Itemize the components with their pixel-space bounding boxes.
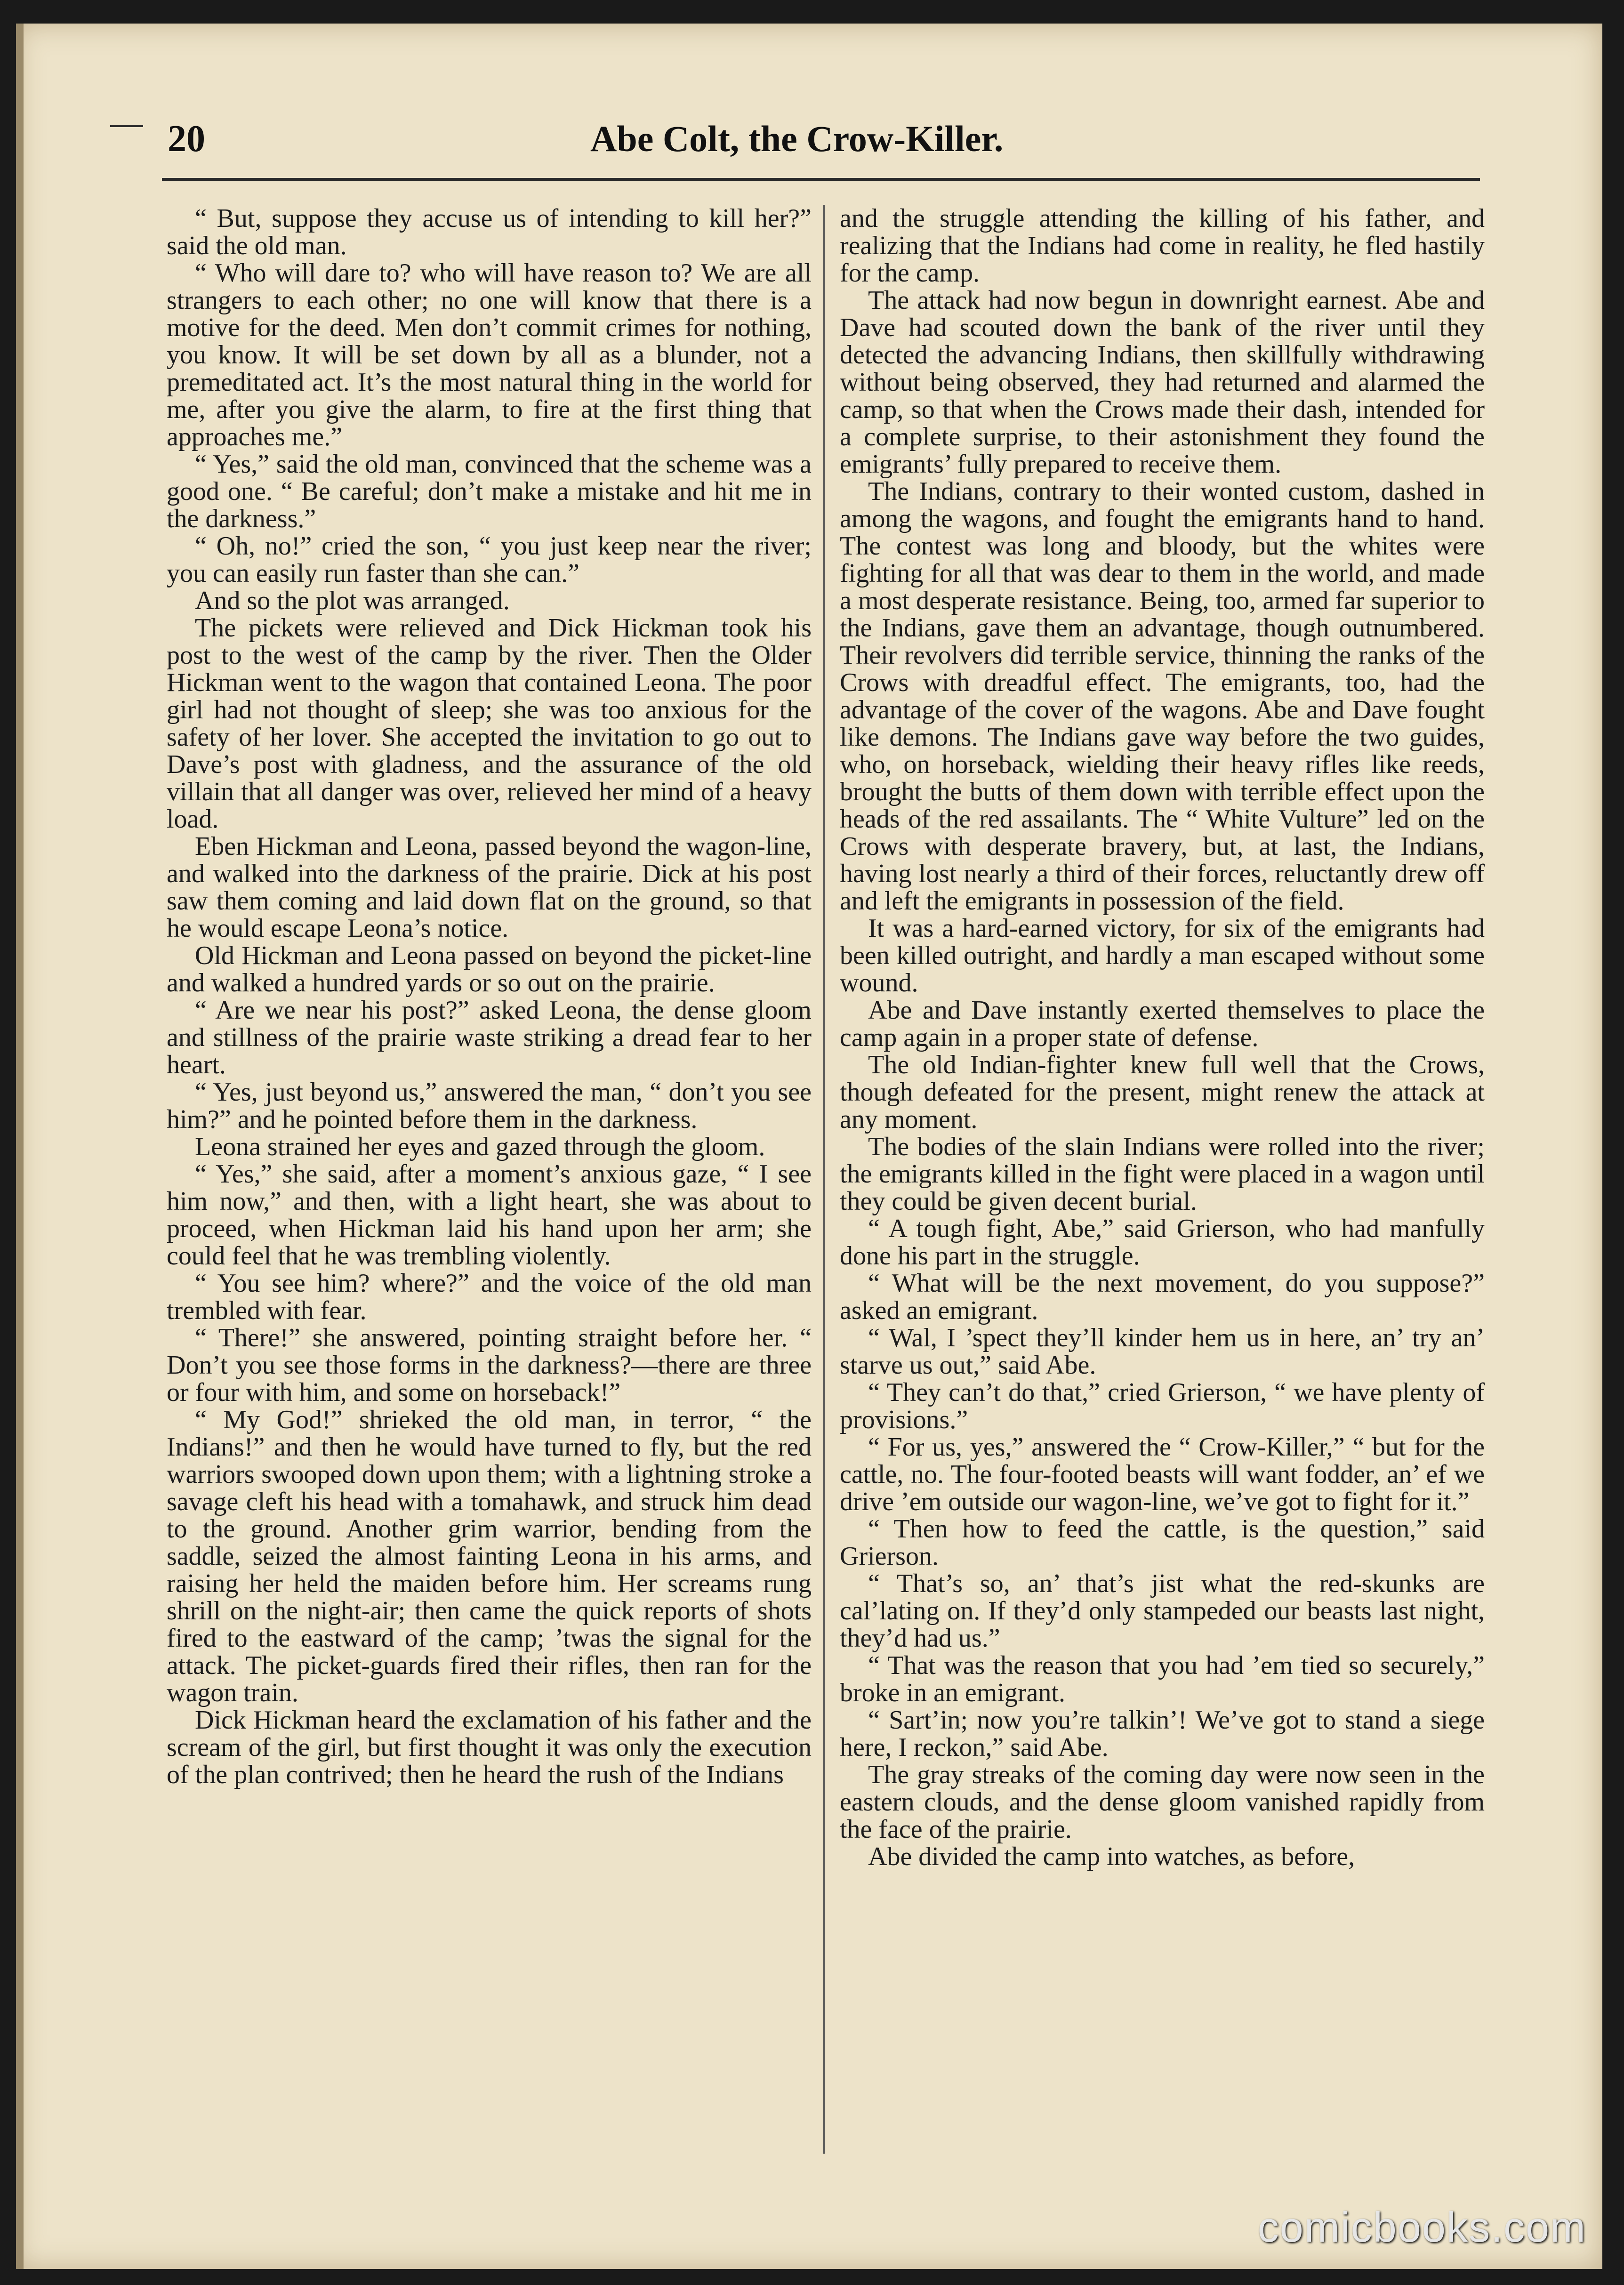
paragraph: “ Who will dare to? who will have reason to? We are all strangers to each other; no one will know that there is a motive for the deed. Men don’t commit crimes for nothing, you know. It will be set down by all as a blunder, not a premeditated act. It’s the most natural thing in the world for me, after you give the alarm, to fire at the first thing that approaches me.” (167, 258, 812, 451)
paragraph: “ Yes, just beyond us,” answered the man, “ don’t you see him?” and he pointed before them in the darkness. (167, 1078, 812, 1134)
paragraph: “ There!” she answered, pointing straight before her. “ Don’t you see those forms in the darkness?—there are three or four with him, and some on horseback!” (167, 1323, 812, 1407)
paragraph: Leona strained her eyes and gazed through the gloom. (195, 1132, 765, 1161)
paragraph: “ Are we near his post?” asked Leona, the dense gloom and stillness of the prairie waste striking a dread fear to her heart. (167, 996, 812, 1079)
paragraph: The bodies of the slain Indians were rolled into the river; the emigrants killed in the fight were placed in a wagon until they could be given decent burial. (840, 1132, 1485, 1216)
paragraph: “ But, suppose they accuse us of intending to kill her?” said the old man. (167, 205, 812, 260)
paragraph: “ A tough fight, Abe,” said Grierson, who had manfully done his part in the struggle. (840, 1214, 1485, 1271)
paragraph: “ That’s so, an’ that’s jist what the red-skunks are cal’lating on. If they’d only stampeded our beasts last night, they’d had us.” (840, 1569, 1485, 1653)
paragraph: The old Indian-fighter knew full well that the Crows, though defeated for the present, might renew the attack at any moment. (840, 1050, 1485, 1134)
right-column (840, 205, 1485, 2144)
header-dash (110, 125, 143, 127)
paragraph: The gray streaks of the coming day were now seen in the eastern clouds, and the dense gloom vanished rapidly from the face of the prairie. (840, 1760, 1485, 1844)
paragraph: “ Then how to feed the cattle, is the question,” said Grierson. (840, 1514, 1485, 1571)
paragraph: It was a hard-earned victory, for six of the emigrants had been killed outright, and hardly a man escaped without some wound. (840, 914, 1485, 998)
paragraph: Dick Hickman heard the exclamation of his father and the scream of the girl, but first thought it was only the execution of the plan contrived; then he heard the rush of the Indians (167, 1706, 812, 1789)
running-title: Abe Colt, the Crow-Killer. (590, 118, 1004, 159)
paragraph: “ What will be the next movement, do you suppose?” asked an emigrant. (840, 1269, 1485, 1325)
paragraph: Abe and Dave instantly exerted themselves to place the camp again in a proper state of defense. (840, 996, 1485, 1052)
column-divider (823, 205, 825, 2154)
paragraph: And so the plot was arranged. (195, 586, 510, 615)
paragraph: “ Yes,” said the old man, convinced that the scheme was a good one. “ Be careful; don’t make a mistake and hit me in the darkness.” (167, 450, 812, 533)
paragraph: “ They can’t do that,” cried Grierson, “ we have plenty of provisions.” (840, 1378, 1485, 1434)
watermark: comicbooks.com (1257, 2204, 1586, 2251)
page-number: 20 (168, 118, 205, 160)
paragraph: and the struggle attending the killing of his father, and realizing that the Indians had come in reality, he fled hastily for the camp. (840, 205, 1485, 288)
page-edge (16, 24, 24, 2269)
paragraph: “ You see him? where?” and the voice of the old man trembled with fear. (167, 1269, 812, 1325)
paragraph: “ Yes,” she said, after a moment’s anxious gaze, “ I see him now,” and then, with a light heart, she was about to proceed, when Hickman laid his hand upon her arm; she could feel that he was trembling violently. (167, 1159, 812, 1271)
paragraph: Eben Hickman and Leona, passed beyond the wagon-line, and walked into the darkness of the prairie. Dick at his post saw them coming and laid down flat on the ground, so that he would escape Leona’s notice. (167, 832, 812, 943)
paragraph: “ Sart’in; now you’re talkin’! We’ve got to stand a siege here, I reckon,” said Abe. (840, 1706, 1485, 1762)
paragraph: “ That was the reason that you had ’em tied so securely,” broke in an emigrant. (840, 1651, 1485, 1707)
left-column (167, 205, 812, 2144)
paragraph: The Indians, contrary to their wonted custom, dashed in among the wagons, and fought the emigrants hand to hand. The contest was long and bloody, but the whites were fighting for all that was dear to them in the world, and made a most desperate resistance. Being, too, armed far superior to the Indians, gave them an advantage, though outnumbered. Their revolvers did terrible service, thinning the ranks of the Crows with dreadful effect. The emigrants, too, had the advantage of the cover of the wagons. Abe and Dave fought like demons. The Indians gave way before the two guides, who, on horseback, wielding their heavy rifles like reeds, brought the butts of them down with terrible effect upon the heads of the red assailants. The “ White Vulture” led on the Crows with desperate bravery, but, at last, the Indians, having lost nearly a third of their forces, reluctantly drew off and left the emigrants in possession of the field. (840, 477, 1485, 916)
paragraph: Old Hickman and Leona passed on beyond the picket-line and walked a hundred yards or so out on the prairie. (167, 941, 812, 998)
paragraph: “ Wal, I ’spect they’ll kinder hem us in here, an’ try an’ starve us out,” said Abe. (840, 1323, 1485, 1380)
paragraph: The pickets were relieved and Dick Hickman took his post to the west of the camp by the river. Then the Older Hickman went to the wagon that contained Leona. The poor girl had not thought of sleep; she was too anxious for the safety of her lover. She accepted the invitation to go out to Dave’s post with gladness, and the assurance of the old villain that all danger was over, relieved her mind of a heavy load. (167, 613, 812, 834)
paragraph: “ My God!” shrieked the old man, in terror, “ the Indians!” and then he would have turned to fly, but the red warriors swooped down upon them; with a lightning stroke a savage cleft his head with a tomahawk, and struck him dead to the ground. Another grim warrior, bending from the saddle, seized the almost fainting Leona in his arms, and raising her held the maiden before him. Her screams rung shrill on the night-air; then came the quick reports of shots fired to the eastward of the camp; ’twas the signal for the attack. The picket-guards fired their rifles, then ran for the wagon train. (167, 1405, 812, 1707)
paragraph: The attack had now begun in downright earnest. Abe and Dave had scouted down the bank of the river until they detected the advancing Indians, then skillfully withdrawing without being observed, they had returned and alarmed the camp, so that when the Crows made their dash, intended for a complete surprise, to their astonishment they found the emigrants’ fully prepared to receive them. (840, 286, 1485, 479)
header-rule (162, 178, 1480, 181)
paragraph: Abe divided the camp into watches, as before, (868, 1842, 1355, 1871)
paragraph: “ For us, yes,” answered the “ Crow-Killer,” “ but for the cattle, no. The four-footed beasts will want fodder, an’ ef we drive ’em outside our wagon-line, we’ve got to fight for it.” (840, 1432, 1485, 1516)
book-page (16, 24, 1602, 2269)
paragraph: “ Oh, no!” cried the son, “ you just keep near the river; you can easily run faster than she can.” (167, 531, 812, 588)
